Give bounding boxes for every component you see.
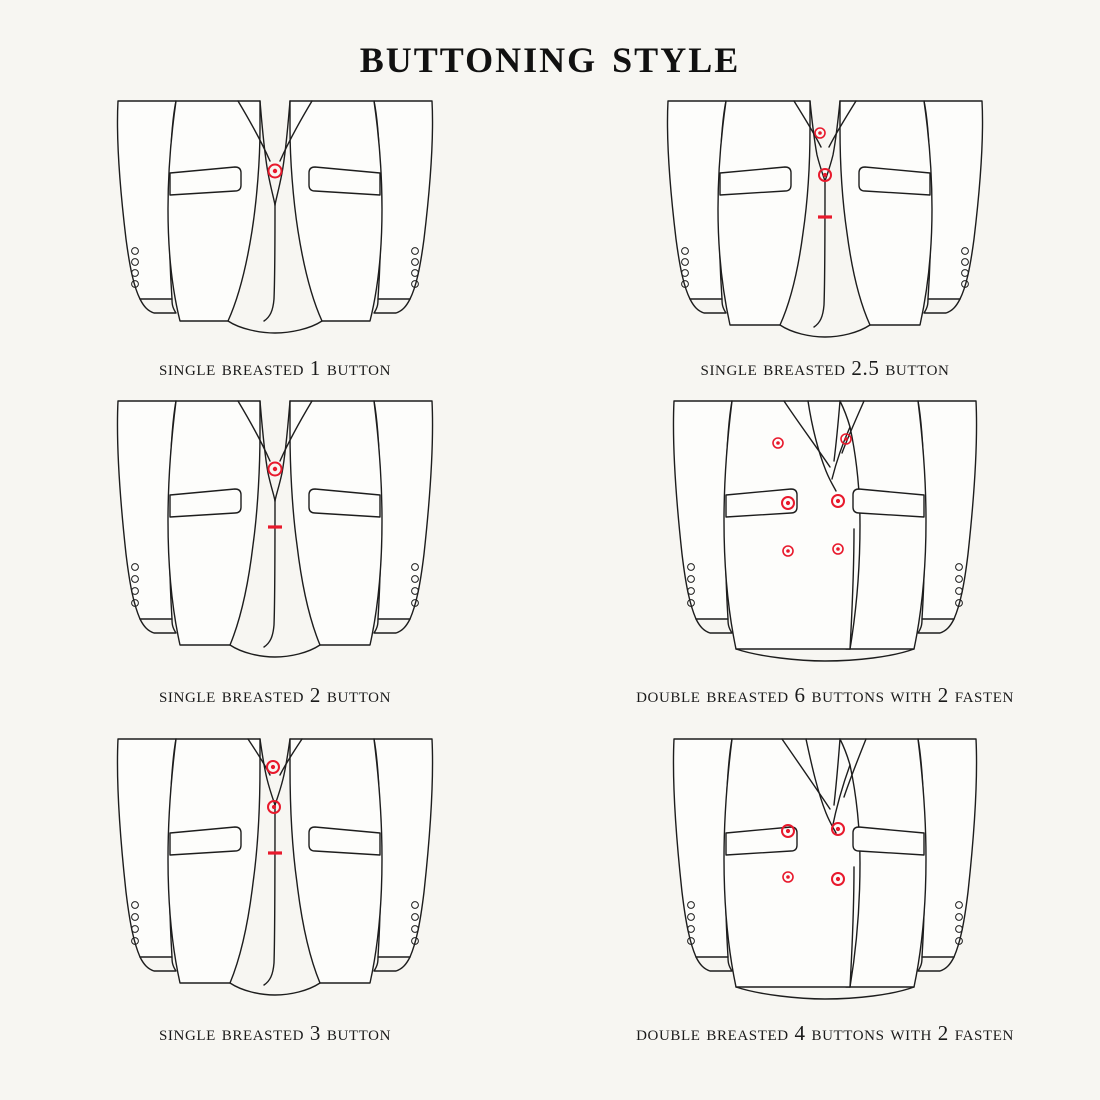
figure-cell-double-breasted-4-buttons <box>550 737 1100 1075</box>
jacket-svg <box>110 737 440 1007</box>
figure-caption-single-breasted-1-button: single breasted 1 button <box>158 356 392 380</box>
figure-cell-single-breasted-2-button <box>0 399 550 737</box>
page-title: buttoning style <box>359 27 741 84</box>
figure-caption-single-breasted-2-button: single breasted 2 button <box>158 683 392 707</box>
figure-cell-single-breasted-3-button <box>0 737 550 1075</box>
jacket-illustration-single-breasted-2-button <box>0 399 550 669</box>
jacket-svg <box>660 99 990 344</box>
jacket-illustration-single-breasted-1-button <box>0 99 550 344</box>
figure-caption-single-breasted-3-button: single breasted 3 button <box>158 1021 392 1045</box>
jacket-illustration-single-breasted-2-5-button <box>550 99 1100 344</box>
jacket-svg <box>660 737 990 1007</box>
figure-cell-double-breasted-6-buttons <box>550 399 1100 737</box>
figure-caption-double-breasted-6-buttons: double breasted 6 buttons with 2 fasten <box>636 683 1014 707</box>
jacket-svg <box>660 399 990 669</box>
figure-caption-double-breasted-4-buttons: double breasted 4 buttons with 2 fasten <box>636 1021 1014 1045</box>
jacket-illustration-single-breasted-3-button <box>0 737 550 1007</box>
jacket-svg <box>110 99 440 344</box>
figure-grid <box>0 99 1100 1075</box>
figure-cell-single-breasted-2-5-button <box>550 99 1100 399</box>
jacket-illustration-double-breasted-6-buttons <box>550 399 1100 669</box>
jacket-illustration-double-breasted-4-buttons <box>550 737 1100 1007</box>
figure-cell-single-breasted-1-button <box>0 99 550 399</box>
figure-caption-single-breasted-2-5-button: single breasted 2.5 button <box>700 356 950 380</box>
jacket-svg <box>110 399 440 669</box>
